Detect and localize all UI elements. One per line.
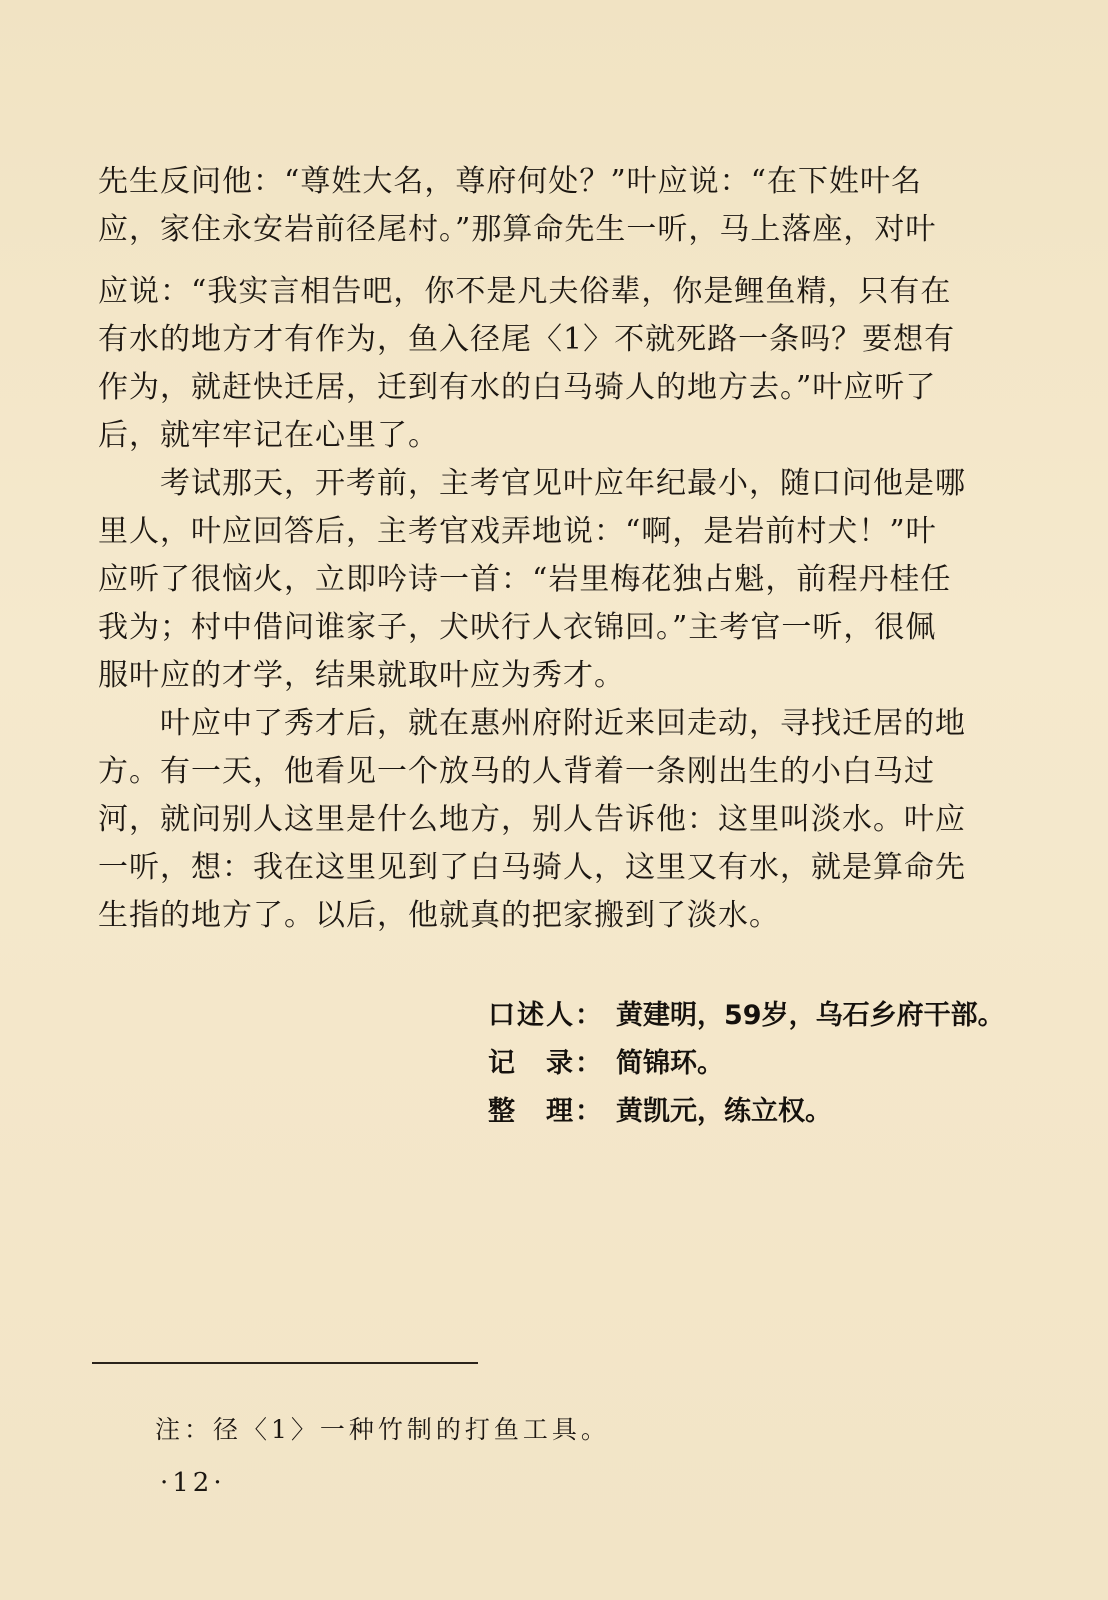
text-line: 后，就牢牢记在心里了。 <box>98 418 439 453</box>
text-line: 河，就问别人这里是什么地方，别人告诉他：这里叫淡水。叶应 <box>98 802 966 837</box>
text-line: 我为；村中借问谁家子，犬吠行人衣锦回。”主考官一听，很佩 <box>98 610 937 645</box>
paragraph <box>98 700 1018 940</box>
credits-block <box>488 992 1028 1136</box>
text-line: 考试那天，开考前，主考官见叶应年纪最小，随口问他是哪 <box>160 466 966 501</box>
credit-value: 简锦环。 <box>616 1048 724 1079</box>
credit-editor <box>488 1088 1028 1136</box>
text-line: 生指的地方了。以后，他就真的把家搬到了淡水。 <box>98 898 780 933</box>
credit-value: 黄建明，59岁，乌石乡府干部。 <box>616 1000 1005 1031</box>
credit-recorder <box>488 1040 1028 1088</box>
line-gap <box>98 254 1018 268</box>
text-line: 应说：“我实言相告吧，你不是凡夫俗辈，你是鲤鱼精，只有在 <box>98 274 952 309</box>
footnote: 注：径〈1〉一种竹制的打鱼工具。 <box>155 1415 610 1444</box>
text-line: 叶应中了秀才后，就在惠州府附近来回走动，寻找迁居的地 <box>160 706 966 741</box>
text-line: 应听了很恼火，立即吟诗一首：“岩里梅花独占魁，前程丹桂任 <box>98 562 952 597</box>
paragraph <box>98 158 1018 460</box>
credit-value: 黄凯元，练立权。 <box>616 1096 832 1127</box>
credit-narrator <box>488 992 1028 1040</box>
footnote-divider <box>92 1362 478 1364</box>
page-number: ·12· <box>160 1468 226 1498</box>
credit-label: 整 理： <box>488 1096 604 1127</box>
text-line: 一听，想：我在这里见到了白马骑人，这里又有水，就是算命先 <box>98 850 966 885</box>
text-line: 服叶应的才学，结果就取叶应为秀才。 <box>98 658 625 693</box>
text-line: 作为，就赶快迁居，迁到有水的白马骑人的地方去。”叶应听了 <box>98 370 937 405</box>
text-line: 应，家住永安岩前径尾村。”那算命先生一听，马上落座，对叶 <box>98 212 937 247</box>
paragraph <box>98 460 1018 700</box>
text-line: 里人，叶应回答后，主考官戏弄地说：“啊，是岩前村犬！”叶 <box>98 514 937 549</box>
story-text <box>98 158 1018 940</box>
text-line: 有水的地方才有作为，鱼入径尾〈1〉不就死路一条吗？要想有 <box>98 322 956 357</box>
text-line: 先生反问他：“尊姓大名，尊府何处？”叶应说：“在下姓叶名 <box>98 164 923 199</box>
credit-label: 记 录： <box>488 1048 604 1079</box>
text-line: 方。有一天，他看见一个放马的人背着一条刚出生的小白马过 <box>98 754 935 789</box>
credit-label: 口述人： <box>488 1000 604 1031</box>
